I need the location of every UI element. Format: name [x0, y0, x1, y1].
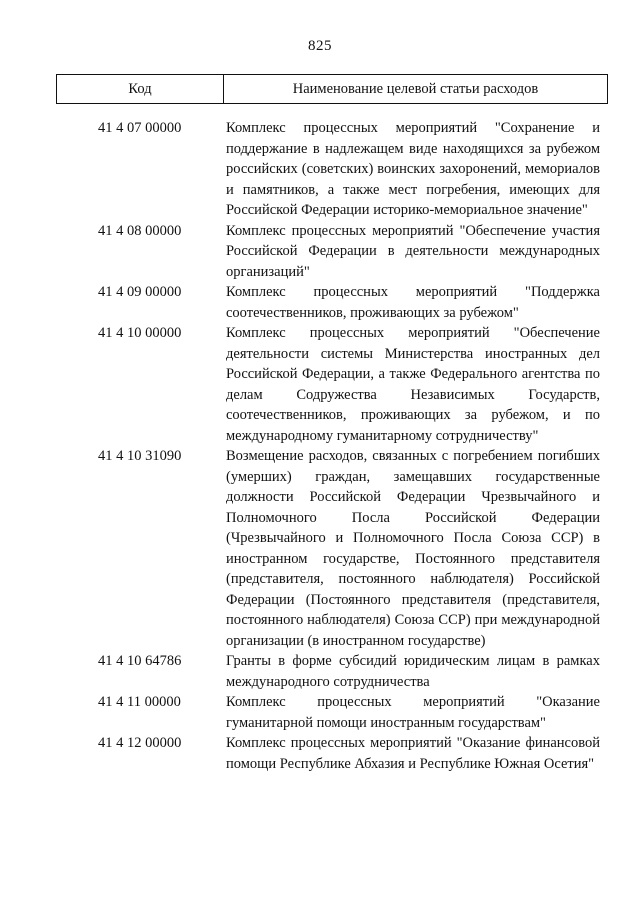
table-row [56, 118, 608, 221]
row-name: Комплекс процессных мероприятий "Оказание финансовой помощи Республике Абхазия и Республике Южная Осетия" [226, 735, 600, 772]
name-column-header: Наименование целевой статьи расходов [292, 80, 539, 97]
row-code: 41 4 08 00000 [98, 222, 182, 239]
row-name: Комплекс процессных мероприятий "Поддержка соотечественников, проживающих за рубежом" [226, 284, 600, 321]
row-code: 41 4 07 00000 [98, 120, 182, 136]
table-row [56, 221, 608, 283]
table-row [56, 692, 608, 733]
row-code: 41 4 09 00000 [98, 284, 182, 300]
page-number: 825 [308, 38, 332, 54]
row-name: Комплекс процессных мероприятий "Сохранение и поддержание в надлежащем виде находящихся за рубежом российских (советских) воинских захоронений, мемориалов и памятников, а также мест погребения, имеющих для Российской Федерации историко-мемориальное значение" [226, 120, 600, 218]
row-name: Комплекс процессных мероприятий "Обеспечение деятельности системы Министерства иностранных дел Российской Федерации, а также Федерального агентства по делам Содружества Независимых Государств, соотечественников, проживающих за рубежом, и по международному гуманитарному сотрудничеству" [226, 325, 600, 444]
table-row [56, 323, 608, 446]
table-row [56, 446, 608, 651]
row-code: 41 4 10 00000 [98, 325, 182, 341]
table-row [56, 733, 608, 774]
row-code: 41 4 11 00000 [98, 694, 181, 710]
row-code: 41 4 12 00000 [98, 735, 182, 751]
table-row [56, 282, 608, 323]
row-name: Гранты в форме субсидий юридическим лицам в рамках международного сотрудничества [226, 653, 600, 690]
table-row [56, 651, 608, 692]
row-name: Комплекс процессных мероприятий "Обеспечение участия Российской Федерации в деятельности международных организаций" [226, 222, 600, 280]
row-name: Возмещение расходов, связанных с погребением погибших (умерших) граждан, замещавших государственные должности Российской Федерации Чрезвычайного и Полномочного Посла Российской Федерации (Чрезвычайного и Полномочного Посла Союза ССР) в иностранном государстве, Постоянного представителя (представителя, постоянного наблюдателя) Российской Федерации (Постоянного представителя (представителя, постоянного наблюдателя) Союза ССР) при международной организации (в иностранном государстве) [226, 448, 600, 649]
table-header [56, 74, 608, 104]
code-column-header: Код [57, 75, 224, 103]
table-body [56, 118, 608, 774]
row-code: 41 4 10 31090 [98, 448, 182, 464]
row-name: Комплекс процессных мероприятий "Оказание гуманитарной помощи иностранным государствам" [226, 694, 600, 731]
row-code: 41 4 10 64786 [98, 653, 182, 669]
